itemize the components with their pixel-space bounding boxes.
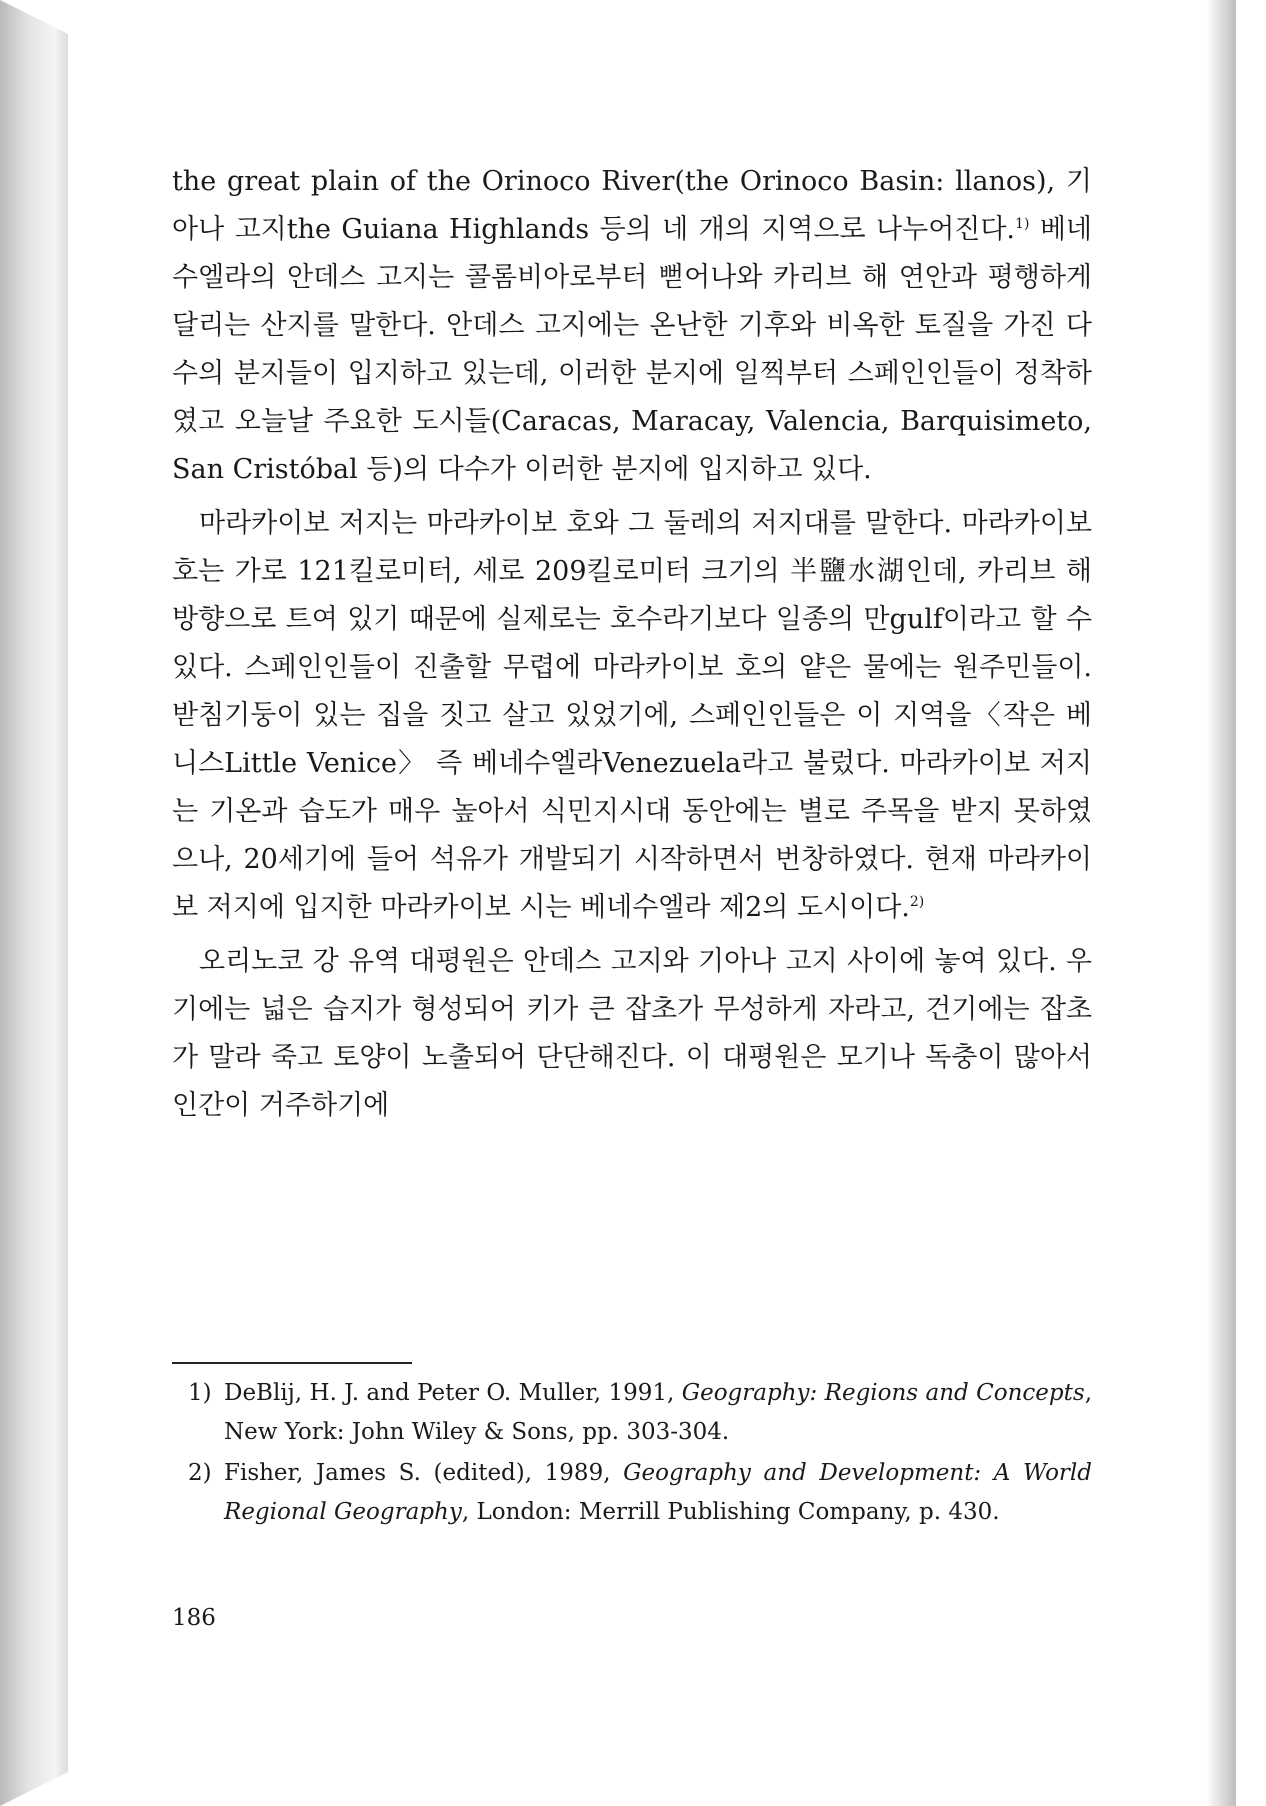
footnote-title: Geography and Development: A World Regional Geography [224,1460,1093,1525]
footnote-authors: DeBlij, H. J. and Peter O. Muller, 1991, [224,1380,682,1406]
footnote-ref-1[interactable]: 1) [1015,216,1030,232]
paragraph-2 [172,500,1092,932]
footnote-text [224,1454,1092,1532]
footnote-2 [172,1454,1092,1532]
paragraph-1-text-b: 베네수엘라의 안데스 고지는 콜롬비아로부터 뻗어나와 카리브 해 연안과 평행하게 달리는 산지를 말한다. 안데스 고지에는 온난한 기후와 비옥한 토질을 가진 다수의 분지들이 입지하고 있는데, 이러한 분지에 일찍부터 스페인인들이 정착하였고 오늘날 주요한 도시들(Caracas, Maracay, Valencia, Barquisimeto, San Cristóbal 등)의 다수가 이러한 분지에 입지하고 있다. [172,214,1093,485]
footnote-authors: Fisher, James S. (edited), 1989, [224,1460,624,1486]
body-text [172,158,1092,1136]
footnote-divider [172,1362,412,1364]
footnote-text [224,1374,1092,1452]
paragraph-3-text: 오리노코 강 유역 대평원은 안데스 고지와 기아나 고지 사이에 놓여 있다. 우기에는 넓은 습지가 형성되어 키가 큰 잡초가 무성하게 자라고, 건기에는 잡초가 말라 죽고 토양이 노출되어 단단해진다. 이 대평원은 모기나 독충이 많아서 인간이 거주하기에 [172,946,1092,1121]
page-shadow [1206,0,1236,1806]
paragraph-2-text: 마라카이보 저지는 마라카이보 호와 그 둘레의 저지대를 말한다. 마라카이보 호는 가로 121킬로미터, 세로 209킬로미터 크기의 半鹽水湖인데, 카리브 해 방향으로 트여 있기 때문에 실제로는 호수라기보다 일종의 만gulf이라고 할 수 있다. 스페인인들이 진출할 무렵에 마라카이보 호의 얕은 물에는 원주민들이. 받침기둥이 있는 집을 짓고 살고 있었기에, 스페인인들은 이 지역을〈작은 베니스Little Venice〉 즉 베네수엘라Venezuela라고 불렀다. 마라카이보 저지는 기온과 습도가 매우 높아서 식민지시대 동안에는 별로 주목을 받지 못하였으나, 20세기에 들어 석유가 개발되기 시작하면서 번창하였다. 현재 마라카이보 저지에 입지한 마라카이보 시는 베네수엘라 제2의 도시이다. [172,508,1092,923]
footnote-number: 1) [188,1380,212,1406]
footnote-title: Geography: Regions and Concepts [681,1380,1085,1406]
footnote-publisher: , New York: John Wiley & Sons, pp. 303-304. [224,1380,1092,1445]
paragraph-3 [172,938,1092,1130]
book-edge [0,0,68,1806]
paragraph-1-text-a: the great plain of the Orinoco River(the Orinoco Basin: llanos), 기아나 고지the Guiana Highlands 등의 네 개의 지역으로 나누어진다. [172,166,1092,245]
footnote-ref-2[interactable]: 2) [909,894,925,910]
footnote-publisher: , London: Merrill Publishing Company, p. 430. [461,1499,1000,1525]
footnote-1 [172,1374,1092,1452]
footnotes [172,1374,1092,1534]
page-number: 186 [172,1605,216,1631]
footnote-number: 2) [188,1460,212,1486]
paragraph-1 [172,158,1092,494]
